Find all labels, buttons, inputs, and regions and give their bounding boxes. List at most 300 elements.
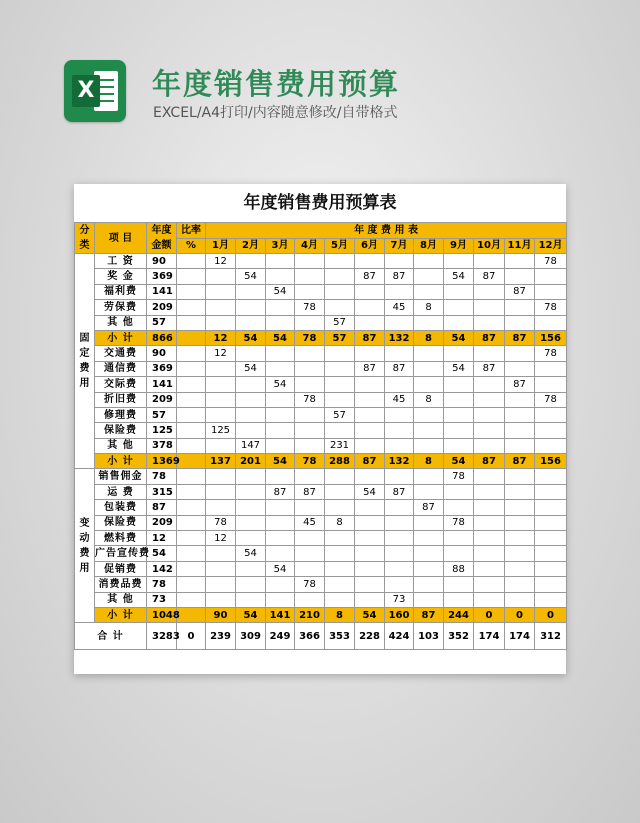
- total-month-cell: 228: [355, 623, 385, 650]
- month-cell: [444, 592, 474, 607]
- total-month-cell: 103: [414, 623, 444, 650]
- month-cell: [206, 269, 236, 284]
- month-cell: [295, 423, 325, 438]
- subtotal-month-cell: 87: [355, 330, 385, 345]
- budget-table: [74, 222, 567, 650]
- table-row: [75, 315, 567, 330]
- subtotal-month-cell: 156: [535, 454, 567, 469]
- month-cell: [295, 361, 325, 376]
- month-cell: [414, 561, 444, 576]
- month-cell: [444, 377, 474, 392]
- subtotal-ratio: [177, 454, 206, 469]
- row-item: 其 他: [95, 592, 147, 607]
- month-cell: [414, 254, 444, 269]
- header-ratio-unit: %: [177, 238, 206, 254]
- row-ratio: [177, 392, 206, 407]
- row-item: 交通费: [95, 346, 147, 361]
- month-cell: [355, 546, 385, 561]
- month-cell: [414, 592, 444, 607]
- row-ratio: [177, 531, 206, 546]
- total-month-cell: 366: [295, 623, 325, 650]
- month-cell: [206, 315, 236, 330]
- subtotal-month-cell: 54: [266, 454, 295, 469]
- row-item: 劳保费: [95, 300, 147, 315]
- month-cell: [355, 407, 385, 422]
- month-cell: [355, 346, 385, 361]
- row-amount: 78: [147, 577, 177, 592]
- table-row: [75, 423, 567, 438]
- month-cell: [505, 531, 535, 546]
- month-cell: 54: [236, 546, 266, 561]
- month-cell: [414, 438, 444, 453]
- month-cell: [325, 484, 355, 499]
- month-cell: [355, 438, 385, 453]
- month-cell: 12: [206, 346, 236, 361]
- header-month: 7月: [385, 238, 414, 254]
- month-cell: [295, 377, 325, 392]
- month-cell: [325, 531, 355, 546]
- month-cell: [414, 284, 444, 299]
- table-row: [75, 546, 567, 561]
- month-cell: [206, 438, 236, 453]
- month-cell: 57: [325, 407, 355, 422]
- month-cell: [474, 407, 505, 422]
- row-amount: 142: [147, 561, 177, 576]
- subtotal-month-cell: 132: [385, 330, 414, 345]
- month-cell: [535, 438, 567, 453]
- header-month: 4月: [295, 238, 325, 254]
- month-cell: [325, 469, 355, 484]
- subtotal-label: 小 计: [95, 607, 147, 622]
- subtotal-month-cell: 90: [206, 607, 236, 622]
- month-cell: [505, 515, 535, 530]
- subtotal-month-cell: 0: [505, 607, 535, 622]
- subtotal-month-cell: 244: [444, 607, 474, 622]
- header-row: [75, 223, 567, 239]
- month-cell: [535, 531, 567, 546]
- month-cell: [295, 531, 325, 546]
- month-cell: [295, 269, 325, 284]
- month-cell: 87: [505, 377, 535, 392]
- row-item: 运 费: [95, 484, 147, 499]
- subtotal-month-cell: 0: [535, 607, 567, 622]
- month-cell: [266, 392, 295, 407]
- subtotal-month-cell: 78: [295, 330, 325, 345]
- subtotal-row: [75, 454, 567, 469]
- month-cell: 54: [266, 284, 295, 299]
- month-cell: [505, 438, 535, 453]
- month-cell: [385, 515, 414, 530]
- month-cell: [444, 300, 474, 315]
- month-cell: [505, 592, 535, 607]
- row-item: 保险费: [95, 515, 147, 530]
- month-cell: 147: [236, 438, 266, 453]
- month-cell: [355, 377, 385, 392]
- month-cell: 87: [295, 484, 325, 499]
- row-amount: 369: [147, 361, 177, 376]
- row-ratio: [177, 500, 206, 515]
- month-cell: [325, 392, 355, 407]
- month-cell: [385, 577, 414, 592]
- subtotal-month-cell: 137: [206, 454, 236, 469]
- header-month: 2月: [236, 238, 266, 254]
- month-cell: [236, 500, 266, 515]
- month-cell: [355, 531, 385, 546]
- month-cell: [444, 254, 474, 269]
- month-cell: [206, 392, 236, 407]
- month-cell: [444, 484, 474, 499]
- row-amount: 54: [147, 546, 177, 561]
- month-cell: [414, 515, 444, 530]
- month-cell: 45: [385, 392, 414, 407]
- month-cell: [505, 484, 535, 499]
- month-cell: [505, 315, 535, 330]
- header-month: 10月: [474, 238, 505, 254]
- header-month: 1月: [206, 238, 236, 254]
- row-amount: 125: [147, 423, 177, 438]
- month-cell: [206, 500, 236, 515]
- month-cell: [474, 300, 505, 315]
- total-month-cell: 249: [266, 623, 295, 650]
- row-item: 交际费: [95, 377, 147, 392]
- month-cell: 78: [295, 577, 325, 592]
- header-category: 分 类: [75, 223, 95, 254]
- month-cell: [444, 500, 474, 515]
- row-ratio: [177, 346, 206, 361]
- month-cell: [206, 577, 236, 592]
- subtotal-month-cell: 54: [444, 330, 474, 345]
- subtotal-month-cell: 160: [385, 607, 414, 622]
- subtotal-month-cell: 156: [535, 330, 567, 345]
- month-cell: [474, 254, 505, 269]
- month-cell: [535, 500, 567, 515]
- month-cell: [355, 315, 385, 330]
- table-row: [75, 254, 567, 269]
- month-cell: [385, 546, 414, 561]
- month-cell: 54: [266, 561, 295, 576]
- subtotal-label: 小 计: [95, 330, 147, 345]
- month-cell: [474, 438, 505, 453]
- table-row: [75, 515, 567, 530]
- table-row: [75, 561, 567, 576]
- month-cell: [236, 484, 266, 499]
- month-cell: [295, 500, 325, 515]
- month-cell: [236, 423, 266, 438]
- total-label: 合 计: [75, 623, 147, 650]
- subtotal-month-cell: 8: [325, 607, 355, 622]
- row-amount: 141: [147, 284, 177, 299]
- subtotal-amount: 1369: [147, 454, 177, 469]
- month-cell: [206, 377, 236, 392]
- row-item: 广告宣传费: [95, 546, 147, 561]
- month-cell: [236, 561, 266, 576]
- total-month-cell: 312: [535, 623, 567, 650]
- month-cell: [535, 469, 567, 484]
- month-cell: 87: [266, 484, 295, 499]
- month-cell: [236, 407, 266, 422]
- month-cell: [266, 254, 295, 269]
- month-cell: [505, 269, 535, 284]
- month-cell: [385, 500, 414, 515]
- month-cell: [505, 546, 535, 561]
- month-cell: 54: [236, 269, 266, 284]
- row-amount: 369: [147, 269, 177, 284]
- month-cell: [474, 484, 505, 499]
- month-cell: 78: [535, 346, 567, 361]
- sheet-title: 年度销售费用预算表: [243, 193, 397, 213]
- month-cell: [295, 315, 325, 330]
- month-cell: [505, 346, 535, 361]
- row-amount: 209: [147, 515, 177, 530]
- month-cell: [325, 592, 355, 607]
- row-item: 包装费: [95, 500, 147, 515]
- month-cell: 125: [206, 423, 236, 438]
- table-row: [75, 438, 567, 453]
- row-item: 保险费: [95, 423, 147, 438]
- month-cell: [535, 577, 567, 592]
- table-row: [75, 531, 567, 546]
- month-cell: 78: [444, 515, 474, 530]
- month-cell: [505, 561, 535, 576]
- month-cell: [206, 484, 236, 499]
- month-cell: [325, 269, 355, 284]
- month-cell: [414, 531, 444, 546]
- month-cell: [325, 284, 355, 299]
- month-cell: [474, 500, 505, 515]
- month-cell: [535, 315, 567, 330]
- month-cell: [355, 300, 385, 315]
- total-month-cell: 352: [444, 623, 474, 650]
- month-cell: [355, 423, 385, 438]
- month-cell: 8: [414, 300, 444, 315]
- month-cell: [236, 300, 266, 315]
- month-cell: 78: [444, 469, 474, 484]
- page-header: [64, 60, 624, 130]
- month-cell: [355, 500, 385, 515]
- month-cell: [325, 423, 355, 438]
- row-ratio: [177, 407, 206, 422]
- row-ratio: [177, 577, 206, 592]
- month-cell: 87: [414, 500, 444, 515]
- month-cell: [325, 361, 355, 376]
- total-ratio: 0: [177, 623, 206, 650]
- month-cell: 87: [385, 484, 414, 499]
- month-cell: [266, 269, 295, 284]
- month-cell: [444, 546, 474, 561]
- month-cell: 54: [236, 361, 266, 376]
- month-cell: [444, 577, 474, 592]
- table-row: [75, 300, 567, 315]
- month-cell: [266, 531, 295, 546]
- row-ratio: [177, 546, 206, 561]
- header-month: 5月: [325, 238, 355, 254]
- total-month-cell: 174: [474, 623, 505, 650]
- subtotal-label: 小 计: [95, 454, 147, 469]
- month-cell: [385, 561, 414, 576]
- subtotal-month-cell: 87: [474, 330, 505, 345]
- month-cell: [295, 407, 325, 422]
- row-item: 通信费: [95, 361, 147, 376]
- row-amount: 378: [147, 438, 177, 453]
- month-cell: [266, 546, 295, 561]
- month-cell: 54: [444, 361, 474, 376]
- row-ratio: [177, 484, 206, 499]
- table-row: [75, 392, 567, 407]
- month-cell: [474, 346, 505, 361]
- month-cell: [474, 423, 505, 438]
- month-cell: [325, 254, 355, 269]
- header-month: 8月: [414, 238, 444, 254]
- header-annual-cost: 年 度 费 用 表: [206, 223, 567, 239]
- table-row: [75, 346, 567, 361]
- row-amount: 78: [147, 469, 177, 484]
- month-cell: [355, 592, 385, 607]
- row-amount: 57: [147, 315, 177, 330]
- month-cell: 78: [535, 254, 567, 269]
- month-cell: [414, 315, 444, 330]
- month-cell: [505, 423, 535, 438]
- month-cell: [355, 284, 385, 299]
- row-ratio: [177, 254, 206, 269]
- month-cell: [444, 346, 474, 361]
- month-cell: [444, 531, 474, 546]
- month-cell: [414, 484, 444, 499]
- month-cell: [535, 515, 567, 530]
- month-cell: [385, 284, 414, 299]
- month-cell: [295, 346, 325, 361]
- month-cell: 12: [206, 254, 236, 269]
- month-cell: [414, 346, 444, 361]
- header-month: 11月: [505, 238, 535, 254]
- row-ratio: [177, 561, 206, 576]
- month-cell: [444, 423, 474, 438]
- subtotal-amount: 866: [147, 330, 177, 345]
- month-cell: 78: [295, 392, 325, 407]
- row-item: 促销费: [95, 561, 147, 576]
- month-cell: 54: [444, 269, 474, 284]
- month-cell: [414, 469, 444, 484]
- month-cell: [444, 284, 474, 299]
- month-cell: [325, 561, 355, 576]
- month-cell: [474, 577, 505, 592]
- month-cell: [295, 592, 325, 607]
- month-cell: 12: [206, 531, 236, 546]
- header-month: 9月: [444, 238, 474, 254]
- month-cell: [325, 346, 355, 361]
- month-cell: [505, 300, 535, 315]
- table-row: [75, 484, 567, 499]
- table-row: [75, 407, 567, 422]
- month-cell: 8: [414, 392, 444, 407]
- table-row: [75, 269, 567, 284]
- subtotal-month-cell: 54: [236, 330, 266, 345]
- month-cell: [444, 438, 474, 453]
- subtotal-month-cell: 141: [266, 607, 295, 622]
- month-cell: [385, 254, 414, 269]
- subtotal-month-cell: 12: [206, 330, 236, 345]
- total-month-cell: 174: [505, 623, 535, 650]
- month-cell: [295, 469, 325, 484]
- month-cell: [474, 515, 505, 530]
- subtotal-month-cell: 8: [414, 454, 444, 469]
- excel-icon: X: [64, 60, 126, 122]
- row-ratio: [177, 438, 206, 453]
- month-cell: [266, 407, 295, 422]
- month-cell: [535, 423, 567, 438]
- row-amount: 90: [147, 346, 177, 361]
- subtotal-month-cell: 54: [236, 607, 266, 622]
- month-cell: [266, 361, 295, 376]
- month-cell: [414, 407, 444, 422]
- month-cell: [474, 546, 505, 561]
- month-cell: [385, 438, 414, 453]
- subtotal-month-cell: 54: [444, 454, 474, 469]
- subtotal-month-cell: 87: [505, 454, 535, 469]
- month-cell: [236, 254, 266, 269]
- month-cell: [266, 592, 295, 607]
- row-item: 折旧费: [95, 392, 147, 407]
- month-cell: [266, 300, 295, 315]
- month-cell: [535, 284, 567, 299]
- month-cell: [385, 346, 414, 361]
- month-cell: 87: [385, 269, 414, 284]
- month-cell: [505, 577, 535, 592]
- header-ratio: 比率: [177, 223, 206, 239]
- row-ratio: [177, 592, 206, 607]
- month-cell: [385, 469, 414, 484]
- month-cell: [355, 515, 385, 530]
- subtotal-month-cell: 201: [236, 454, 266, 469]
- row-amount: 315: [147, 484, 177, 499]
- month-cell: 45: [295, 515, 325, 530]
- total-month-cell: 309: [236, 623, 266, 650]
- month-cell: [236, 377, 266, 392]
- table-row: [75, 469, 567, 484]
- row-amount: 12: [147, 531, 177, 546]
- month-cell: 78: [206, 515, 236, 530]
- table-row: [75, 284, 567, 299]
- row-item: 其 他: [95, 315, 147, 330]
- month-cell: [325, 377, 355, 392]
- month-cell: [355, 392, 385, 407]
- row-item: 燃料费: [95, 531, 147, 546]
- month-cell: [325, 300, 355, 315]
- month-cell: 231: [325, 438, 355, 453]
- subtotal-amount: 1048: [147, 607, 177, 622]
- subtotal-ratio: [177, 330, 206, 345]
- month-cell: [236, 392, 266, 407]
- subtotal-month-cell: 54: [355, 607, 385, 622]
- month-cell: [236, 469, 266, 484]
- month-cell: [295, 561, 325, 576]
- month-cell: [385, 377, 414, 392]
- month-cell: [206, 361, 236, 376]
- month-cell: [414, 377, 444, 392]
- subtotal-row: [75, 330, 567, 345]
- category-fixed: 固 定 费 用: [75, 254, 95, 469]
- row-ratio: [177, 469, 206, 484]
- month-cell: [385, 531, 414, 546]
- month-cell: [325, 500, 355, 515]
- month-cell: [414, 423, 444, 438]
- month-cell: [206, 546, 236, 561]
- month-cell: [535, 484, 567, 499]
- month-cell: [505, 392, 535, 407]
- month-cell: [385, 315, 414, 330]
- row-item: 其 他: [95, 438, 147, 453]
- subtotal-month-cell: 288: [325, 454, 355, 469]
- table-row: [75, 361, 567, 376]
